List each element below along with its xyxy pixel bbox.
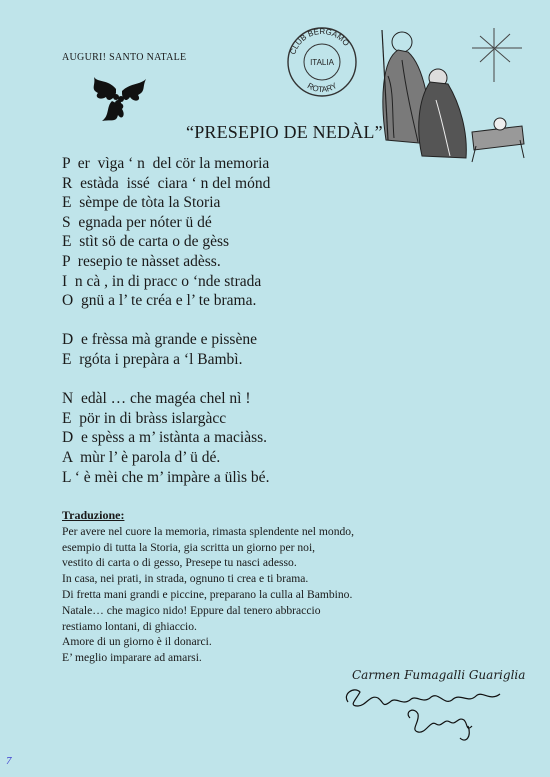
poem-line: D e frèssa mà grande e pissène xyxy=(62,331,257,349)
poem-line: D e spèss a m’ istànta a maciàss. xyxy=(62,429,268,447)
translation-heading: Traduzione: xyxy=(62,508,125,522)
stamp-center-text: ITALIA xyxy=(310,58,334,67)
poem-line: E stìt sö de carta o de gèss xyxy=(62,233,230,251)
translation-line: vestito di carta o di gesso, Presepe tu nasci adesso. xyxy=(62,556,297,570)
translation-line: Natale… che magico nido! Eppure dal tenero abbraccio xyxy=(62,603,321,617)
poem-line: L ‘ è mèi che m’ impàre a ülìs bé. xyxy=(62,468,270,486)
translation-line: E’ meglio imparare ad amarsi. xyxy=(62,651,202,665)
poem-stanza xyxy=(62,330,270,369)
handwritten-signature xyxy=(340,672,515,747)
poem-line: A mùr l’ è parola d’ ü dé. xyxy=(62,448,221,466)
poem-line: S egnada per nóter ü dé xyxy=(62,213,212,231)
translation-line: Di fretta mani grandi e piccine, preparano la culla al Bambino. xyxy=(62,587,353,601)
poem-title: “PRESEPIO DE NEDÀL” xyxy=(186,122,383,142)
translation-line: esempio di tutta la Storia, gia scritta un giorno per noi, xyxy=(62,540,316,554)
stamp-bottom-text: ROTARY xyxy=(305,81,339,95)
author-name: Carmen Fumagalli Guariglia xyxy=(352,668,526,682)
translation-section xyxy=(62,508,354,666)
translation-line: restiamo lontani, di ghiaccio. xyxy=(62,619,197,633)
translation-line: Amore di un giorno è il donarci. xyxy=(62,635,212,649)
poem-body xyxy=(62,154,270,507)
poem-line: I n cà , in di pracc o ‘nde strada xyxy=(62,272,262,290)
poem-line: N edàl … che magéa chel nì ! xyxy=(62,390,251,408)
nativity-illustration xyxy=(372,20,527,165)
holly-icon xyxy=(88,75,148,125)
poem-line: E pör in di bràss islargàcc xyxy=(62,409,227,427)
translation-line: In casa, nei prati, in strada, ognuno ti crea e ti brama. xyxy=(62,572,309,586)
greeting-header: AUGURI! SANTO NATALE xyxy=(62,52,187,63)
poem-stanza xyxy=(62,389,270,487)
poem-line: R estàda issé ciara ‘ n del mónd xyxy=(62,174,271,192)
poem-line: P er vìga ‘ n del cör la memoria xyxy=(62,155,270,172)
stamp-top-text: CLUB BERGAMO xyxy=(288,26,351,56)
poem-stanza xyxy=(62,154,270,311)
page-number: 7 xyxy=(6,755,12,767)
translation-line: Per avere nel cuore la memoria, rimasta splendente nel mondo, xyxy=(62,524,354,538)
club-stamp xyxy=(282,22,362,102)
poem-line: O gnü a l’ te créa e l’ te brama. xyxy=(62,292,257,310)
poem-line: E sèmpe de tòta la Storia xyxy=(62,194,221,212)
poem-line: E rgóta i prepàra a ‘l Bambì. xyxy=(62,350,243,368)
poem-line: P resepio te nàsset adèss. xyxy=(62,252,221,270)
